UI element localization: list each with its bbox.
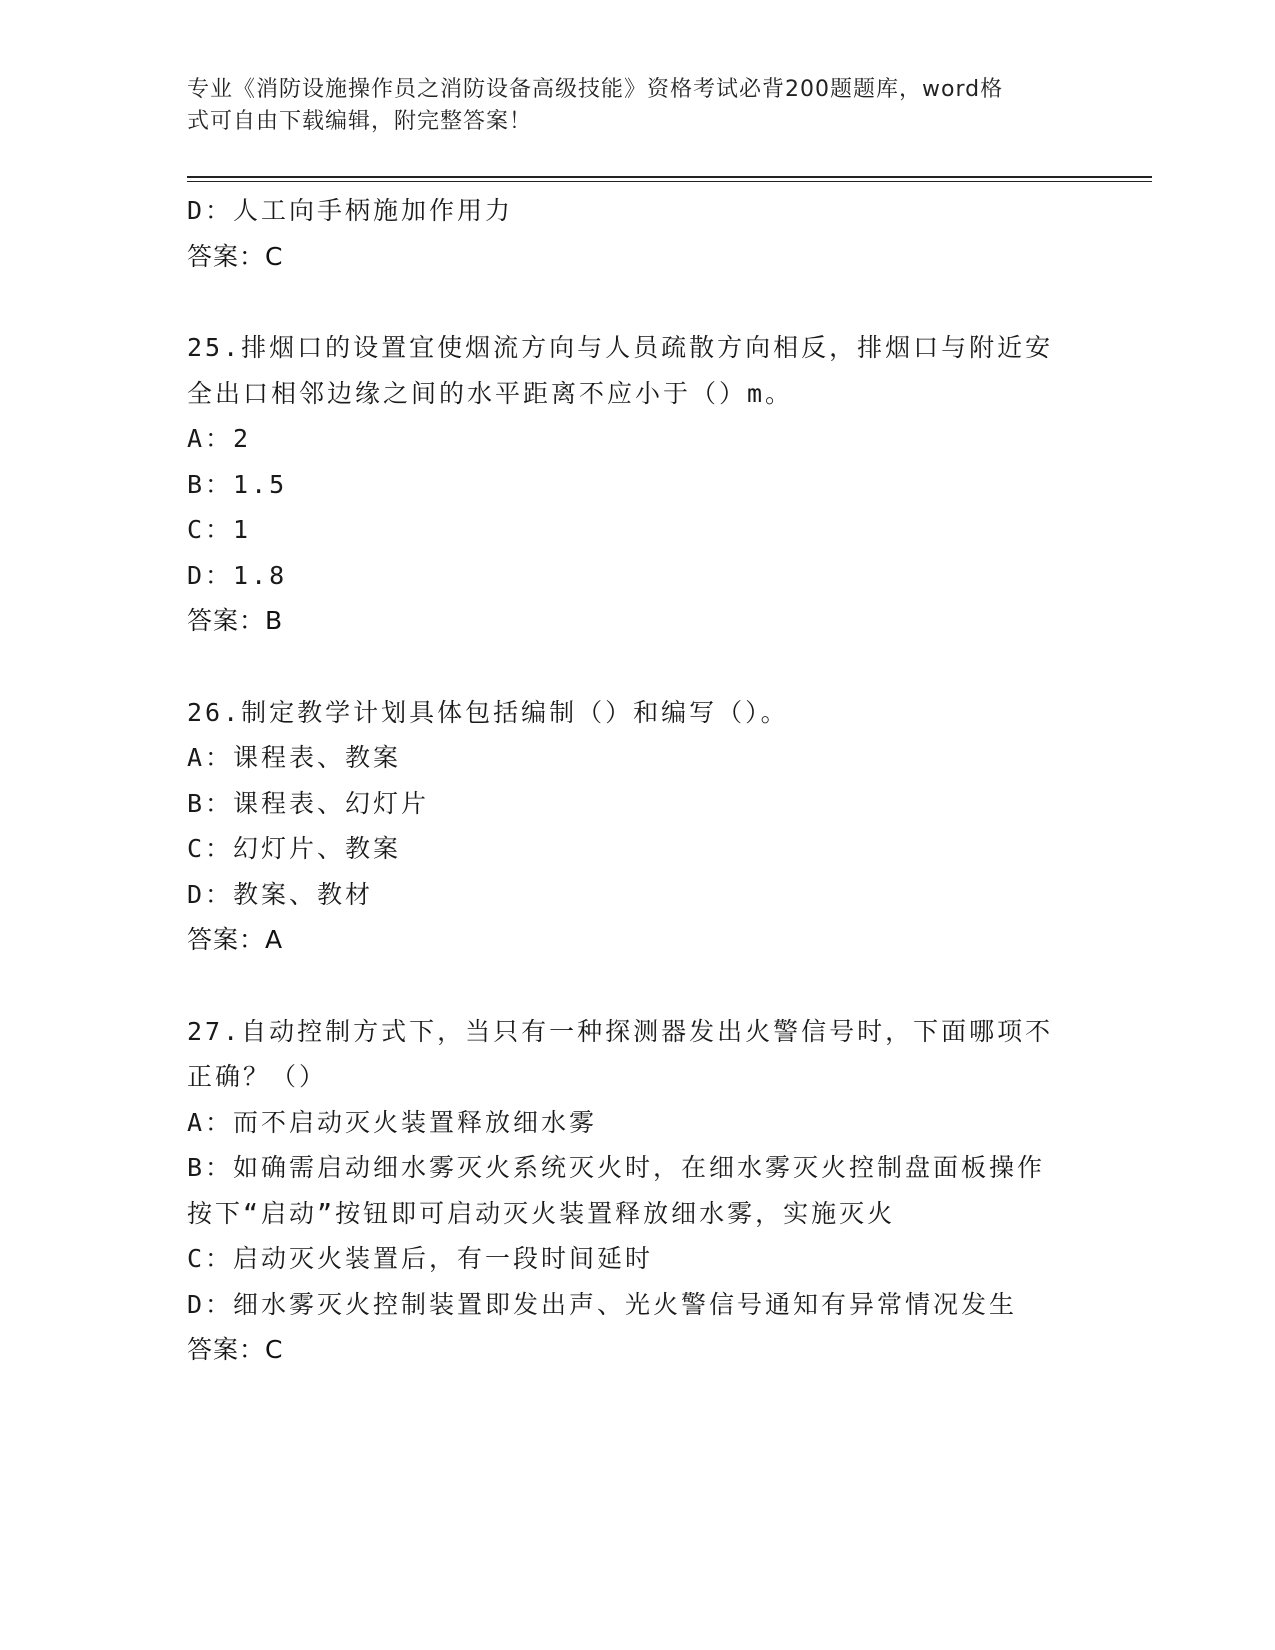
answer-line: 答案：A bbox=[187, 925, 284, 954]
option-d: D：1.8 bbox=[187, 560, 288, 590]
option-b: B：如确需启动细水雾灭火系统灭火时，在细水雾灭火控制盘面板操作 bbox=[187, 1153, 1046, 1182]
option-b-continued: 按下“启动”按钮即可启动灭火装置释放细水雾，实施灭火 bbox=[187, 1198, 896, 1228]
option-a: A：而不启动灭火装置释放细水雾 bbox=[187, 1107, 598, 1137]
question-stem: 25.排烟口的设置宜使烟流方向与人员疏散方向相反，排烟口与附近安 bbox=[187, 333, 1054, 362]
spacer bbox=[187, 963, 1087, 1009]
option-c: C：幻灯片、教案 bbox=[187, 834, 402, 863]
spacer bbox=[187, 279, 1087, 325]
option-a: A：课程表、教案 bbox=[187, 743, 402, 772]
question-stem: 正确？（） bbox=[187, 1062, 328, 1091]
option-c: C：1 bbox=[187, 515, 252, 544]
header-divider-thick bbox=[187, 176, 1152, 178]
answer-line: 答案：B bbox=[187, 606, 284, 635]
option-b: B：1.5 bbox=[187, 469, 288, 499]
option-d: D：教案、教材 bbox=[187, 879, 374, 909]
answer-line: 答案：C bbox=[187, 1335, 284, 1364]
option-b: B：课程表、幻灯片 bbox=[187, 788, 430, 818]
spacer bbox=[187, 644, 1087, 690]
header-line-1: 专业《消防设施操作员之消防设备高级技能》资格考试必背200题题库，word格 bbox=[187, 77, 1004, 102]
option-d: D：人工向手柄施加作用力 bbox=[187, 196, 514, 225]
option-c: C：启动灭火装置后，有一段时间延时 bbox=[187, 1244, 654, 1273]
document-header bbox=[187, 74, 1067, 138]
question-25 bbox=[187, 325, 1087, 644]
answer-line: 答案：C bbox=[187, 241, 284, 271]
option-a: A：2 bbox=[187, 424, 252, 453]
option-d: D：细水雾灭火控制装置即发出声、光火警信号通知有异常情况发生 bbox=[187, 1289, 1018, 1319]
question-26 bbox=[187, 690, 1087, 963]
header-divider-thin bbox=[187, 181, 1152, 182]
question-stem: 全出口相邻边缘之间的水平距离不应小于（）m。 bbox=[187, 378, 794, 408]
question-stem: 26.制定教学计划具体包括编制（）和编写（）。 bbox=[187, 697, 789, 727]
question-27 bbox=[187, 1009, 1087, 1373]
previous-question-tail bbox=[187, 188, 1087, 279]
document-body bbox=[187, 188, 1087, 1373]
question-stem: 27.自动控制方式下，当只有一种探测器发出火警信号时，下面哪项不 bbox=[187, 1016, 1054, 1046]
header-line-2: 式可自由下载编辑，附完整答案！ bbox=[187, 109, 533, 134]
